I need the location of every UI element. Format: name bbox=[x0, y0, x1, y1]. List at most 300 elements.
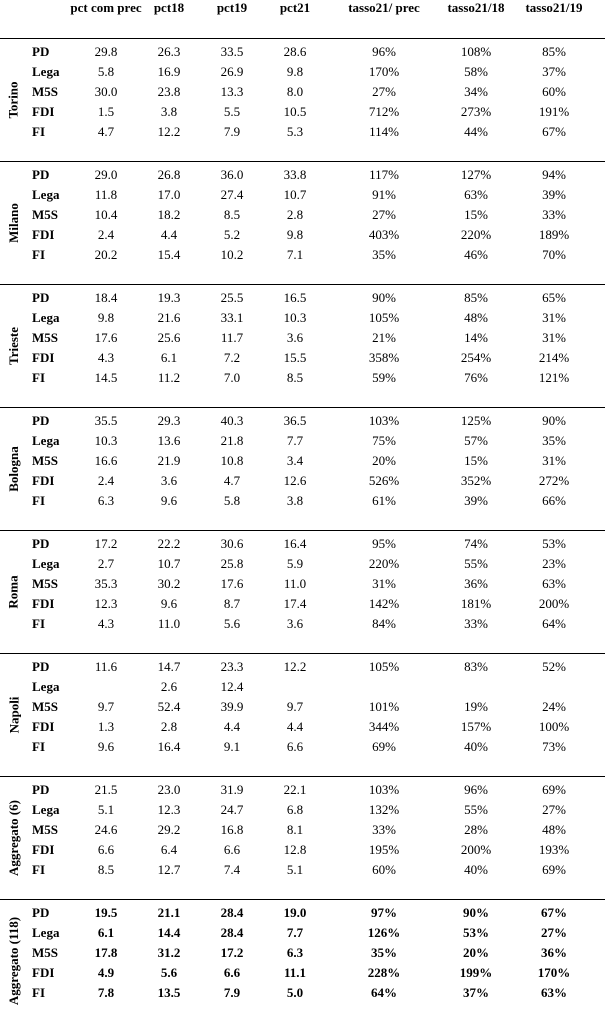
city-group bbox=[0, 653, 605, 777]
table-row bbox=[0, 82, 605, 102]
table-cell: 63% bbox=[541, 985, 567, 1000]
table-cell: 6.3 bbox=[97, 493, 115, 508]
table-cell: 105% bbox=[368, 659, 400, 674]
table-cell: 10.2 bbox=[220, 247, 244, 262]
table-cell: 6.3 bbox=[286, 945, 304, 960]
party-label: FI bbox=[32, 370, 45, 385]
column-header: tasso21/18 bbox=[447, 0, 505, 15]
table-cell: 8.0 bbox=[286, 84, 304, 99]
table-cell: 3.8 bbox=[286, 493, 304, 508]
city-label-text: Trieste bbox=[6, 326, 21, 365]
table-cell: 40% bbox=[464, 739, 488, 754]
table-row bbox=[0, 903, 605, 923]
table-cell: 5.6 bbox=[223, 616, 241, 631]
table-cell: 28.6 bbox=[283, 44, 307, 59]
party-label: PD bbox=[32, 290, 50, 305]
city-group bbox=[0, 38, 605, 162]
table-cell: 94% bbox=[542, 167, 566, 182]
table-cell: 33% bbox=[542, 207, 566, 222]
table-cell: 9.6 bbox=[160, 596, 178, 611]
table-row bbox=[0, 245, 605, 265]
table-cell: 58% bbox=[464, 64, 488, 79]
table-cell: 10.7 bbox=[283, 187, 307, 202]
table-cell: 84% bbox=[372, 616, 396, 631]
party-label: Lega bbox=[32, 925, 60, 940]
table-cell: 75% bbox=[372, 433, 396, 448]
table-cell: 29.0 bbox=[94, 167, 118, 182]
table-row bbox=[0, 943, 605, 963]
table-cell: 157% bbox=[460, 719, 492, 734]
party-label: FDI bbox=[32, 350, 55, 365]
city-label-text: Bologna bbox=[6, 445, 22, 492]
table-cell: 20.2 bbox=[94, 247, 118, 262]
table-row bbox=[0, 102, 605, 122]
table-cell: 4.7 bbox=[223, 473, 241, 488]
party-label: FDI bbox=[32, 104, 55, 119]
table-cell: 9.6 bbox=[97, 739, 115, 754]
table-cell: 526% bbox=[368, 473, 400, 488]
table-cell: 44% bbox=[464, 124, 488, 139]
table-row bbox=[0, 800, 605, 820]
party-label: PD bbox=[32, 413, 50, 428]
table-cell: 7.0 bbox=[223, 370, 241, 385]
column-header: tasso21/19 bbox=[525, 0, 583, 15]
table-cell: 127% bbox=[460, 167, 492, 182]
table-cell: 23.8 bbox=[157, 84, 181, 99]
table-cell: 29.3 bbox=[157, 413, 181, 428]
table-cell: 27% bbox=[542, 802, 566, 817]
table-cell: 24.7 bbox=[220, 802, 244, 817]
table-cell: 358% bbox=[368, 350, 400, 365]
table-cell: 11.7 bbox=[220, 330, 244, 345]
table-cell: 35% bbox=[371, 945, 397, 960]
table-cell: 14.4 bbox=[157, 925, 181, 940]
table-cell: 26.9 bbox=[220, 64, 244, 79]
table-cell: 31% bbox=[542, 453, 566, 468]
party-label: Lega bbox=[32, 433, 60, 448]
table-cell: 10.4 bbox=[94, 207, 118, 222]
column-header: tasso21/ prec bbox=[348, 0, 420, 15]
table-cell: 76% bbox=[464, 370, 488, 385]
table-cell: 33.1 bbox=[220, 310, 244, 325]
table-cell: 191% bbox=[538, 104, 570, 119]
table-cell: 1.3 bbox=[97, 719, 115, 734]
party-label: M5S bbox=[32, 699, 58, 714]
table-cell: 35% bbox=[542, 433, 566, 448]
table-cell: 18.4 bbox=[94, 290, 118, 305]
party-label: M5S bbox=[32, 453, 58, 468]
table-cell: 12.3 bbox=[157, 802, 181, 817]
table-cell: 5.2 bbox=[223, 227, 241, 242]
table-cell: 6.6 bbox=[223, 842, 241, 857]
party-label: Lega bbox=[32, 310, 60, 325]
table-cell: 142% bbox=[368, 596, 400, 611]
party-label: FI bbox=[32, 124, 45, 139]
table-cell: 3.6 bbox=[160, 473, 178, 488]
table-row bbox=[0, 368, 605, 388]
table-cell: 2.8 bbox=[286, 207, 304, 222]
table-cell: 19.5 bbox=[94, 905, 118, 920]
table-cell: 15% bbox=[464, 453, 488, 468]
table-cell: 9.8 bbox=[286, 64, 304, 79]
table-cell: 181% bbox=[460, 596, 492, 611]
table-cell: 25.5 bbox=[220, 290, 244, 305]
table-cell: 31% bbox=[542, 310, 566, 325]
table-cell: 6.1 bbox=[97, 925, 115, 940]
table-cell: 97% bbox=[371, 905, 397, 920]
table-cell: 11.6 bbox=[94, 659, 118, 674]
table-cell: 6.4 bbox=[160, 842, 178, 857]
table-cell: 52% bbox=[542, 659, 566, 674]
table-cell: 12.2 bbox=[283, 659, 307, 674]
table-cell: 18.2 bbox=[157, 207, 181, 222]
table-cell: 6.6 bbox=[97, 842, 115, 857]
table-cell: 4.7 bbox=[97, 124, 115, 139]
table-cell: 352% bbox=[460, 473, 492, 488]
party-label: FI bbox=[32, 739, 45, 754]
table-cell: 26.8 bbox=[157, 167, 181, 182]
table-cell: 126% bbox=[367, 925, 401, 940]
table-cell: 254% bbox=[460, 350, 492, 365]
table-cell: 3.6 bbox=[286, 330, 304, 345]
table-cell: 53% bbox=[463, 925, 489, 940]
table-cell: 5.0 bbox=[286, 985, 304, 1000]
table-row bbox=[0, 574, 605, 594]
table-row bbox=[0, 431, 605, 451]
table-row bbox=[0, 657, 605, 677]
table-cell: 35.5 bbox=[94, 413, 118, 428]
table-cell: 17.6 bbox=[220, 576, 244, 591]
table-row bbox=[0, 677, 605, 697]
party-label: PD bbox=[32, 905, 50, 920]
table-cell: 67% bbox=[541, 905, 567, 920]
table-cell: 12.6 bbox=[283, 473, 307, 488]
table-cell: 59% bbox=[372, 370, 396, 385]
table-cell: 61% bbox=[372, 493, 396, 508]
table-cell: 19% bbox=[464, 699, 488, 714]
table-row bbox=[0, 717, 605, 737]
table-cell: 33% bbox=[372, 822, 396, 837]
table-cell: 193% bbox=[538, 842, 570, 857]
table-cell: 69% bbox=[542, 782, 566, 797]
table-cell: 11.0 bbox=[283, 576, 307, 591]
table-cell: 712% bbox=[368, 104, 400, 119]
table-cell: 14.5 bbox=[94, 370, 118, 385]
table-cell: 23.0 bbox=[157, 782, 181, 797]
table-cell: 74% bbox=[464, 536, 488, 551]
table-cell: 170% bbox=[368, 64, 400, 79]
table-cell: 4.4 bbox=[223, 719, 241, 734]
table-row bbox=[0, 471, 605, 491]
table-cell: 1.5 bbox=[97, 104, 115, 119]
table-cell: 4.3 bbox=[97, 616, 115, 631]
table-cell: 14.7 bbox=[157, 659, 181, 674]
table-row bbox=[0, 42, 605, 62]
table-cell: 55% bbox=[464, 802, 488, 817]
party-label: FDI bbox=[32, 596, 55, 611]
table-cell: 12.7 bbox=[157, 862, 181, 877]
table-cell: 4.9 bbox=[97, 965, 115, 980]
table-header bbox=[0, 0, 605, 39]
table-row bbox=[0, 697, 605, 717]
table-cell: 85% bbox=[464, 290, 488, 305]
table-cell: 214% bbox=[538, 350, 570, 365]
table-cell: 24% bbox=[542, 699, 566, 714]
table-cell: 2.6 bbox=[160, 679, 178, 694]
table-cell: 2.7 bbox=[97, 556, 115, 571]
table-cell: 10.3 bbox=[283, 310, 307, 325]
column-header: pct19 bbox=[216, 0, 248, 15]
table-cell: 117% bbox=[369, 167, 399, 182]
table-cell: 36% bbox=[464, 576, 488, 591]
table-cell: 108% bbox=[460, 44, 492, 59]
table-cell: 36.5 bbox=[283, 413, 307, 428]
table-cell: 55% bbox=[464, 556, 488, 571]
table-cell: 16.5 bbox=[283, 290, 307, 305]
table-cell: 11.2 bbox=[157, 370, 181, 385]
city-group bbox=[0, 530, 605, 654]
table-cell: 40.3 bbox=[220, 413, 244, 428]
table-cell: 17.2 bbox=[94, 536, 118, 551]
table-cell: 17.0 bbox=[157, 187, 181, 202]
table-cell: 33% bbox=[464, 616, 488, 631]
table-cell: 63% bbox=[464, 187, 488, 202]
party-label: Lega bbox=[32, 64, 60, 79]
table-cell: 16.9 bbox=[157, 64, 181, 79]
table-cell: 16.4 bbox=[283, 536, 307, 551]
table-cell: 195% bbox=[368, 842, 400, 857]
table-cell: 344% bbox=[368, 719, 400, 734]
table-cell: 6.8 bbox=[286, 802, 304, 817]
table-cell: 5.5 bbox=[223, 104, 241, 119]
table-cell: 13.6 bbox=[157, 433, 181, 448]
table-cell: 4.4 bbox=[286, 719, 304, 734]
table-row bbox=[0, 308, 605, 328]
city-label-text: Aggregato (6) bbox=[6, 799, 21, 876]
table-cell: 8.5 bbox=[286, 370, 304, 385]
party-label: PD bbox=[32, 782, 50, 797]
table-cell: 40% bbox=[464, 862, 488, 877]
table-row bbox=[0, 205, 605, 225]
table-cell: 5.6 bbox=[160, 965, 178, 980]
party-label: M5S bbox=[32, 84, 58, 99]
table-cell: 21.9 bbox=[157, 453, 181, 468]
table-row bbox=[0, 820, 605, 840]
table-row bbox=[0, 614, 605, 634]
table-row bbox=[0, 534, 605, 554]
party-label: FDI bbox=[32, 965, 55, 980]
table-cell: 7.8 bbox=[97, 985, 115, 1000]
table-cell: 12.2 bbox=[157, 124, 181, 139]
table-cell: 70% bbox=[542, 247, 566, 262]
table-cell: 6.6 bbox=[223, 965, 241, 980]
table-cell: 9.1 bbox=[223, 739, 241, 754]
party-label: FI bbox=[32, 985, 45, 1000]
table-cell: 13.5 bbox=[157, 985, 181, 1000]
table-cell: 15.4 bbox=[157, 247, 181, 262]
table-row bbox=[0, 983, 605, 1003]
table-cell: 17.4 bbox=[283, 596, 307, 611]
table-cell: 69% bbox=[372, 739, 396, 754]
table-cell: 39% bbox=[542, 187, 566, 202]
table-row bbox=[0, 288, 605, 308]
table-cell: 13.3 bbox=[220, 84, 244, 99]
table-cell: 65% bbox=[542, 290, 566, 305]
table-cell: 125% bbox=[460, 413, 492, 428]
table-cell: 90% bbox=[372, 290, 396, 305]
table-cell: 7.7 bbox=[286, 925, 304, 940]
table-row bbox=[0, 348, 605, 368]
party-label: M5S bbox=[32, 945, 58, 960]
column-header: pct21 bbox=[279, 0, 311, 15]
table-cell: 31.9 bbox=[220, 782, 244, 797]
table-cell: 200% bbox=[538, 596, 570, 611]
table-cell: 36.0 bbox=[220, 167, 244, 182]
table-row bbox=[0, 122, 605, 142]
table-cell: 28% bbox=[464, 822, 488, 837]
city-label-text: Milano bbox=[6, 202, 22, 243]
city-group bbox=[0, 284, 605, 408]
party-label: Lega bbox=[32, 679, 60, 694]
table-cell: 5.9 bbox=[286, 556, 304, 571]
table-cell: 11.8 bbox=[94, 187, 118, 202]
party-label: FI bbox=[32, 616, 45, 631]
table-cell: 57% bbox=[464, 433, 488, 448]
table-cell: 8.1 bbox=[286, 822, 304, 837]
table-row bbox=[0, 923, 605, 943]
table-cell: 7.9 bbox=[223, 124, 241, 139]
table-cell: 29.2 bbox=[157, 822, 181, 837]
table-row bbox=[0, 963, 605, 983]
table-row bbox=[0, 554, 605, 574]
table-row bbox=[0, 451, 605, 471]
table-cell: 7.1 bbox=[286, 247, 304, 262]
table-row bbox=[0, 737, 605, 757]
table-cell: 8.7 bbox=[223, 596, 241, 611]
table-cell: 30.6 bbox=[220, 536, 244, 551]
table-cell: 403% bbox=[368, 227, 400, 242]
table-cell: 27% bbox=[372, 84, 396, 99]
table-cell: 19.0 bbox=[283, 905, 307, 920]
table-cell: 103% bbox=[368, 782, 400, 797]
party-label: FDI bbox=[32, 473, 55, 488]
party-label: Lega bbox=[32, 802, 60, 817]
table-cell: 9.6 bbox=[160, 493, 178, 508]
party-label: M5S bbox=[32, 330, 58, 345]
table-cell: 5.1 bbox=[97, 802, 115, 817]
table-cell: 23.3 bbox=[220, 659, 244, 674]
table-cell: 31.2 bbox=[157, 945, 181, 960]
city-group bbox=[0, 407, 605, 531]
city-group bbox=[0, 776, 605, 900]
table-cell: 16.4 bbox=[157, 739, 181, 754]
table-cell: 121% bbox=[538, 370, 570, 385]
table-cell: 10.5 bbox=[283, 104, 307, 119]
table-cell: 23% bbox=[542, 556, 566, 571]
table-row bbox=[0, 328, 605, 348]
table-cell: 24.6 bbox=[94, 822, 118, 837]
table-cell: 7.9 bbox=[223, 985, 241, 1000]
table-cell: 37% bbox=[542, 64, 566, 79]
table-cell: 2.4 bbox=[97, 473, 115, 488]
city-label-text: Napoli bbox=[6, 696, 21, 733]
party-label: M5S bbox=[32, 207, 58, 222]
table-cell: 16.8 bbox=[220, 822, 244, 837]
table-row bbox=[0, 840, 605, 860]
table-row bbox=[0, 780, 605, 800]
table-cell: 31% bbox=[372, 576, 396, 591]
table-cell: 30.2 bbox=[157, 576, 181, 591]
table-row bbox=[0, 491, 605, 511]
table-cell: 27.4 bbox=[220, 187, 244, 202]
table-cell: 2.4 bbox=[97, 227, 115, 242]
table-cell: 5.1 bbox=[286, 862, 304, 877]
table-cell: 29.8 bbox=[94, 44, 118, 59]
table-cell: 19.3 bbox=[157, 290, 181, 305]
city-label-text: Torino bbox=[6, 80, 21, 119]
table-cell: 90% bbox=[463, 905, 489, 920]
table-cell: 21% bbox=[372, 330, 396, 345]
table-cell: 73% bbox=[542, 739, 566, 754]
table-cell: 33.5 bbox=[220, 44, 244, 59]
table-cell: 114% bbox=[369, 124, 399, 139]
party-label: FI bbox=[32, 247, 45, 262]
table-cell: 15% bbox=[464, 207, 488, 222]
table-cell: 11.1 bbox=[283, 965, 307, 980]
table-cell: 39.9 bbox=[220, 699, 244, 714]
table-cell: 17.2 bbox=[220, 945, 244, 960]
table-cell: 6.1 bbox=[160, 350, 178, 365]
table-cell: 2.8 bbox=[160, 719, 178, 734]
table-cell: 37% bbox=[463, 985, 489, 1000]
table-cell: 25.8 bbox=[220, 556, 244, 571]
party-label: M5S bbox=[32, 576, 58, 591]
table-row bbox=[0, 594, 605, 614]
table-cell: 31% bbox=[542, 330, 566, 345]
table-cell: 90% bbox=[542, 413, 566, 428]
party-label: FDI bbox=[32, 227, 55, 242]
table-row bbox=[0, 860, 605, 880]
table-row bbox=[0, 225, 605, 245]
table-cell: 17.6 bbox=[94, 330, 118, 345]
table-cell: 100% bbox=[538, 719, 570, 734]
table-cell: 170% bbox=[537, 965, 571, 980]
table-cell: 22.1 bbox=[283, 782, 307, 797]
table-cell: 53% bbox=[542, 536, 566, 551]
table-cell: 30.0 bbox=[94, 84, 118, 99]
table-cell: 96% bbox=[464, 782, 488, 797]
table-cell: 27% bbox=[372, 207, 396, 222]
table-cell: 96% bbox=[372, 44, 396, 59]
table-cell: 17.8 bbox=[94, 945, 118, 960]
table-cell: 4.3 bbox=[97, 350, 115, 365]
table-cell: 60% bbox=[542, 84, 566, 99]
table-cell: 66% bbox=[542, 493, 566, 508]
party-label: Lega bbox=[32, 556, 60, 571]
table-cell: 6.6 bbox=[286, 739, 304, 754]
table-cell: 34% bbox=[464, 84, 488, 99]
party-label: FDI bbox=[32, 719, 55, 734]
table-cell: 21.8 bbox=[220, 433, 244, 448]
table-cell: 199% bbox=[459, 965, 493, 980]
table-cell: 28.4 bbox=[220, 925, 244, 940]
table-cell: 10.7 bbox=[157, 556, 181, 571]
table-cell: 20% bbox=[463, 945, 489, 960]
table-cell: 7.2 bbox=[223, 350, 241, 365]
city-label-text: Roma bbox=[6, 574, 21, 609]
party-label: FI bbox=[32, 493, 45, 508]
table-cell: 9.7 bbox=[286, 699, 304, 714]
